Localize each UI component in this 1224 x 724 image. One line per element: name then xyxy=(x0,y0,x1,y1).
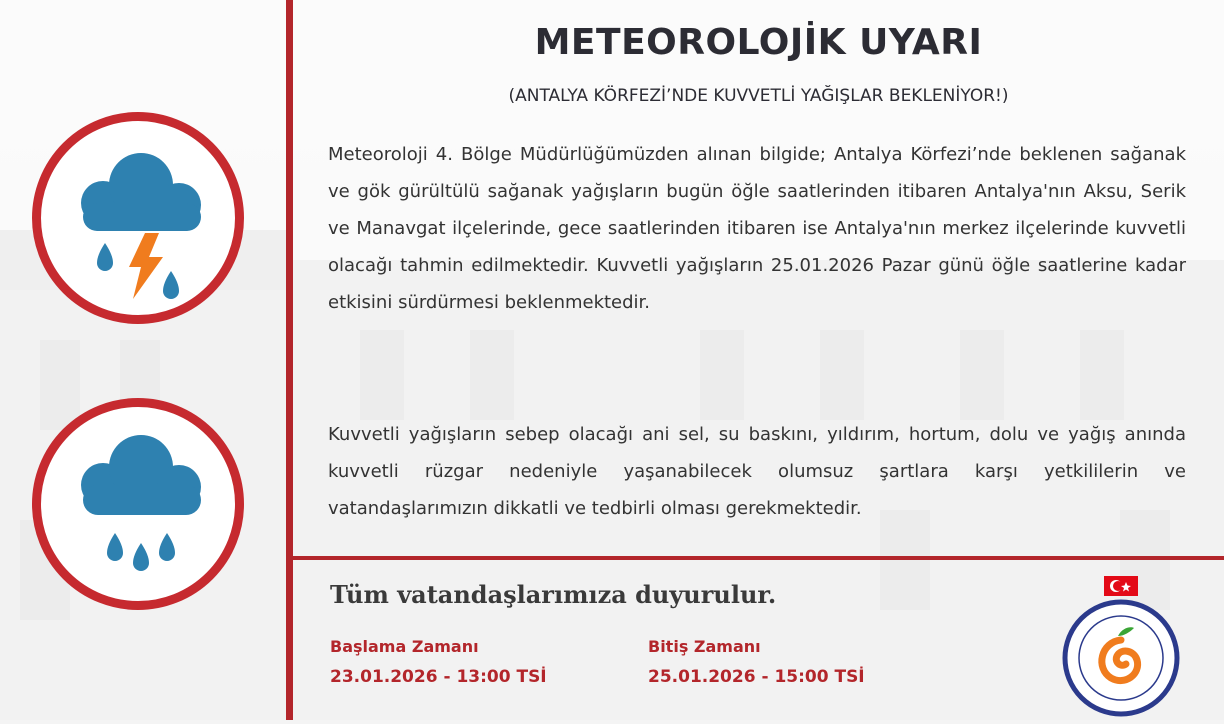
start-time-label: Başlama Zamanı xyxy=(330,637,479,656)
end-time-label: Bitiş Zamanı xyxy=(648,637,761,656)
page-title: METEOROLOJİK UYARI xyxy=(534,22,983,63)
announcement-text: Tüm vatandaşlarımıza duyurulur. xyxy=(330,580,777,609)
body-paragraph-1: Meteoroloji 4. Bölge Müdürlüğümüzden alınan bilgide; Antalya Körfezi’nde beklenen sağanak ve gök gürültülü sağanak yağışların bugün öğle saatlerinden itibaren Antalya'nın Aksu, Serik ve Manavgat ilçelerinde, gece saatlerinden itibaren ise Antalya'nın merkez ilçelerinde kuvvetli olacağı tahmin edilmektedir. Kuvvetli yağışların 25.01.2026 Pazar günü öğle saatlerine kadar etkisini sürdürmesi beklenmektedir. xyxy=(328,144,1186,313)
body-paragraph-2: Kuvvetli yağışların sebep olacağı ani sel, su baskını, yıldırım, hortum, dolu ve yağış anında kuvvetli rüzgar nedeniyle yaşanabilecek olumsuz şartlara karşı yetkililerin ve vatandaşlarımızın dikkatli ve tedbirli olması gerekmektedir. xyxy=(328,424,1186,519)
governorship-logo xyxy=(1058,576,1188,720)
horizontal-divider xyxy=(290,556,1224,560)
thunderstorm-rain-icon xyxy=(32,112,244,324)
end-time-value: 25.01.2026 - 15:00 TSİ xyxy=(648,667,865,687)
page-subtitle: (ANTALYA KÖRFEZİ’NDE KUVVETLİ YAĞIŞLAR BEKLENİYOR!) xyxy=(508,86,1009,106)
vertical-divider xyxy=(286,0,293,720)
rain-cloud-icon xyxy=(32,398,244,610)
start-time-value: 23.01.2026 - 13:00 TSİ xyxy=(330,667,547,687)
